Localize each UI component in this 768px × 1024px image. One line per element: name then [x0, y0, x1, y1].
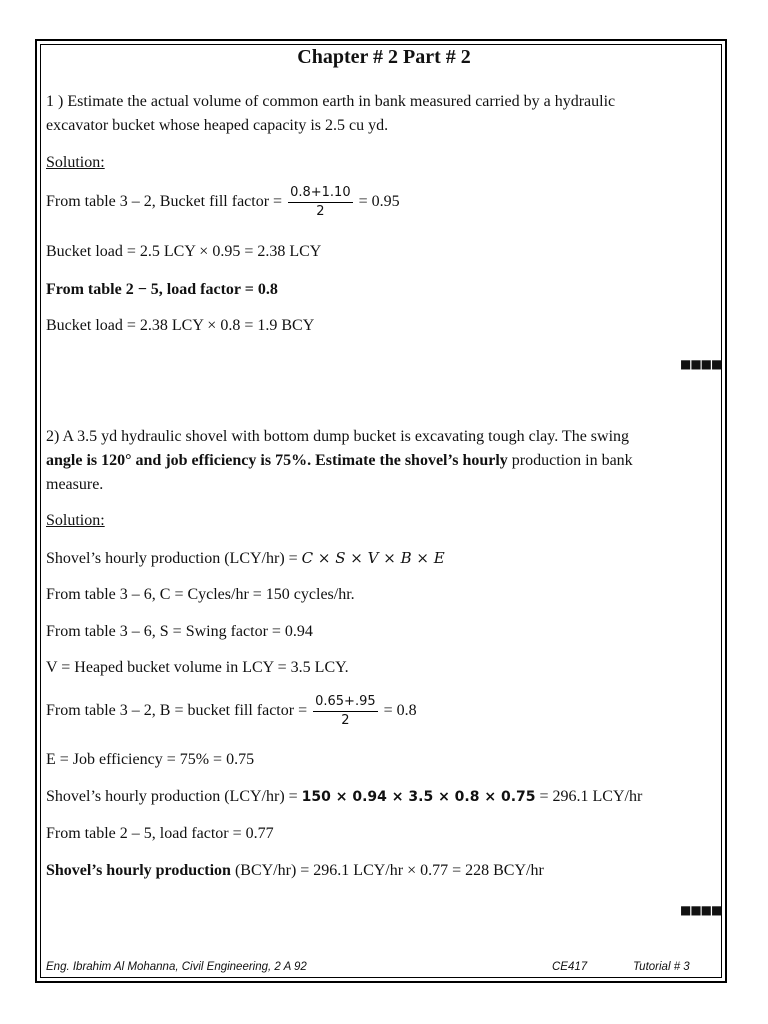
page-title: Chapter # 2 Part # 2: [297, 46, 471, 68]
q2-c-line: From table 3 – 6, C = Cycles/hr = 150 cycles/hr.: [46, 586, 355, 603]
q2-bcy-rest: (BCY/hr) = 296.1 LCY/hr × 0.77 = 228 BCY/hr: [230, 862, 544, 879]
q2-text-line-3: measure.: [46, 476, 104, 493]
q1-fill-prefix: From table 3 – 2, Bucket fill factor =: [46, 193, 283, 211]
q2-text-line-1: 2) A 3.5 yd hydraulic shovel with bottom dump bucket is excavating tough clay. The swing: [46, 428, 630, 445]
q2-calc-result: = 296.1 LCY/hr: [539, 788, 643, 805]
q2-text-line-2-rest: production in bank: [507, 452, 633, 469]
q1-fill-result: = 0.95: [358, 193, 400, 211]
footer-author: Eng. Ibrahim Al Mohanna, Civil Engineering, 2 A 92: [46, 961, 307, 973]
q2-b-denominator: 2: [341, 713, 350, 728]
q1-fill-denominator: 2: [316, 204, 325, 219]
q2-formula-line: [46, 548, 445, 569]
q2-solution-label: Solution:: [46, 512, 105, 529]
q1-fill-numerator: 0.8+1.10: [288, 186, 353, 203]
q1-end-mark: ■■■■: [680, 357, 722, 371]
q2-b-prefix: From table 3 – 2, B = bucket fill factor =: [46, 702, 308, 720]
q2-formula-math: C × S × V × B × E: [301, 549, 445, 567]
q2-text-line-2-bold: angle is 120° and job efficiency is 75%. Estimate the shovel’s hourly: [46, 452, 508, 469]
q1-bucket-load-2: Bucket load = 2.38 LCY × 0.8 = 1.9 BCY: [46, 317, 315, 334]
q1-fill-fraction: [288, 186, 353, 219]
q2-text-line-2: [46, 451, 633, 471]
footer-course: CE417: [552, 961, 588, 973]
q2-s-line: From table 3 – 6, S = Swing factor = 0.94: [46, 623, 313, 640]
q2-b-line: [46, 695, 417, 728]
q2-load-factor-line: From table 2 – 5, load factor = 0.77: [46, 825, 274, 842]
q2-bcy-bold: Shovel’s hourly production: [46, 862, 231, 879]
q2-formula-prefix: Shovel’s hourly production (LCY/hr) =: [46, 550, 298, 567]
q2-b-result: = 0.8: [383, 702, 417, 720]
q1-fill-factor-line: [46, 186, 400, 219]
q2-b-fraction: [313, 695, 378, 728]
q2-bcy-line: [46, 861, 544, 881]
q1-text-line-2: excavator bucket whose heaped capacity is 2.5 cu yd.: [46, 117, 389, 134]
q1-text-line-1: 1 ) Estimate the actual volume of common earth in bank measured carried by a hydraulic: [46, 93, 616, 110]
q1-solution-label: Solution:: [46, 154, 105, 171]
q2-b-numerator: 0.65+.95: [313, 695, 378, 712]
q1-load-factor: From table 2 − 5, load factor = 0.8: [46, 281, 278, 298]
q1-bucket-load-1: Bucket load = 2.5 LCY × 0.95 = 2.38 LCY: [46, 243, 322, 260]
q2-calc-math: 150 × 0.94 × 3.5 × 0.8 × 0.75: [301, 789, 536, 805]
q2-v-line: V = Heaped bucket volume in LCY = 3.5 LCY.: [46, 659, 349, 676]
q2-calc-prefix: Shovel’s hourly production (LCY/hr) =: [46, 788, 298, 805]
footer-tutorial: Tutorial # 3: [633, 961, 690, 973]
q2-end-mark: ■■■■: [680, 903, 722, 917]
q2-calc-line: [46, 787, 642, 807]
q2-e-line: E = Job efficiency = 75% = 0.75: [46, 751, 255, 768]
